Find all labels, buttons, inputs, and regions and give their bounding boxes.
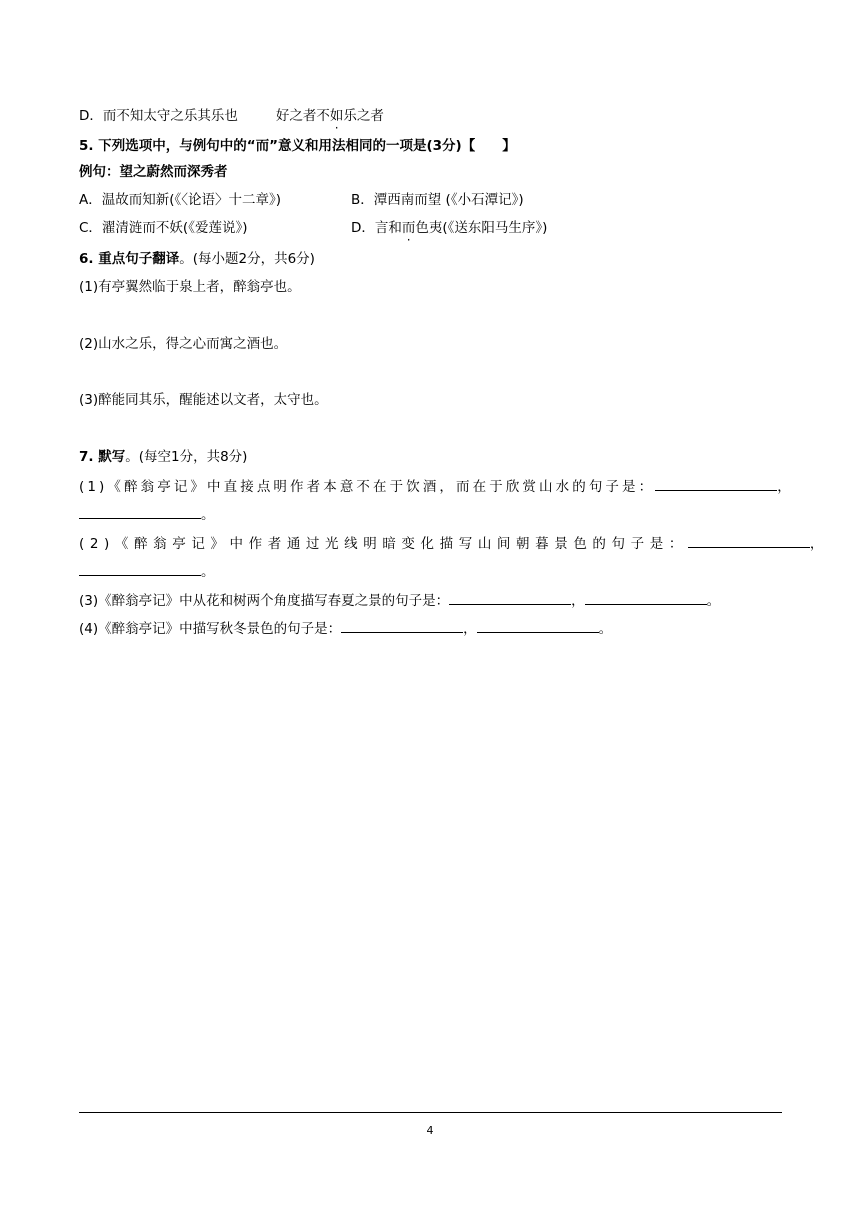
- q6-title-bold: 6. 重点句子翻译: [79, 251, 180, 267]
- q5-option-a: A．温故而知新(《〈论语〉十二章》): [79, 192, 282, 208]
- q6-sentence-3: (3)醉能同其乐，醒能述以文者，太守也。: [79, 392, 328, 408]
- q6-sentence-1: (1)有亭翼然临于泉上者，醉翁亭也。: [79, 279, 301, 295]
- q7-prompt-1-cont: [79, 504, 215, 525]
- footer-divider: [79, 1112, 782, 1113]
- q7-prompt-2-text: (2)《醉翁亭记》中作者通过光线明暗变化描写山间朝暮景色的句子是：: [79, 536, 688, 552]
- q7-title-bold: 7. 默写: [79, 449, 126, 465]
- q4-option-d: [79, 106, 384, 126]
- q5-option-d-post: 色夷(《送东阳马生序》): [415, 220, 548, 236]
- q5-option-d-dotted-char: 而: [401, 220, 416, 236]
- q6-title: [79, 249, 315, 269]
- q5-options-row1: [79, 190, 524, 210]
- answer-blank[interactable]: [585, 590, 707, 605]
- q5-option-c: C．濯清涟而不妖(《爱莲说》): [79, 220, 248, 236]
- comma: ，: [777, 479, 791, 495]
- q7-prompt-2: [79, 533, 823, 554]
- q4-option-d-first: D．而不知太守之乐其乐也: [79, 108, 238, 124]
- q7-prompt-4: [79, 618, 612, 639]
- q5-options-row2: [79, 218, 547, 238]
- q6-title-rest: 。(每小题2分，共6分): [179, 251, 315, 267]
- comma: ，: [463, 621, 477, 637]
- period: 。: [201, 564, 215, 580]
- q5-option-b: B．潭西南而望 (《小石潭记》): [351, 192, 524, 208]
- q7-prompt-3-text: (3)《醉翁亭记》中从花和树两个角度描写春夏之景的句子是：: [79, 593, 450, 609]
- q5-option-d-pre: D．言和: [351, 220, 402, 236]
- answer-blank[interactable]: [449, 590, 571, 605]
- q7-prompt-2-cont: [79, 561, 215, 582]
- q6-sentence-2: (2)山水之乐，得之心而寓之酒也。: [79, 336, 288, 352]
- answer-blank[interactable]: [341, 618, 463, 633]
- period: 。: [201, 507, 215, 523]
- answer-blank[interactable]: [655, 476, 777, 491]
- comma: ，: [809, 536, 824, 552]
- q5-stem: 5. 下列选项中，与例句中的“而”意义和用法相同的一项是(3分)【 】: [79, 138, 516, 154]
- answer-blank[interactable]: [688, 533, 810, 548]
- comma: ，: [571, 593, 585, 609]
- period: 。: [706, 593, 721, 609]
- q7-title: [79, 447, 247, 467]
- answer-blank[interactable]: [477, 618, 599, 633]
- q7-prompt-1: [79, 476, 791, 497]
- q4-option-d-dotted-char: 如: [329, 108, 344, 124]
- answer-blank[interactable]: [79, 504, 201, 519]
- q7-prompt-1-text: (1)《醉翁亭记》中直接点明作者本意不在于饮酒，而在于欣赏山水的句子是：: [79, 479, 656, 495]
- answer-blank[interactable]: [79, 561, 201, 576]
- q4-option-d-second-pre: 好之者不: [275, 108, 330, 124]
- period: 。: [598, 621, 613, 637]
- q7-prompt-3: [79, 590, 720, 611]
- q7-title-rest: 。(每空1分，共8分): [125, 449, 248, 465]
- page-number: 4: [426, 1124, 434, 1137]
- q4-option-d-second-post: 乐之者: [343, 108, 384, 124]
- q5-example: 例句：望之蔚然而深秀者: [79, 164, 228, 180]
- q7-prompt-4-text: (4)《醉翁亭记》中描写秋冬景色的句子是：: [79, 621, 342, 637]
